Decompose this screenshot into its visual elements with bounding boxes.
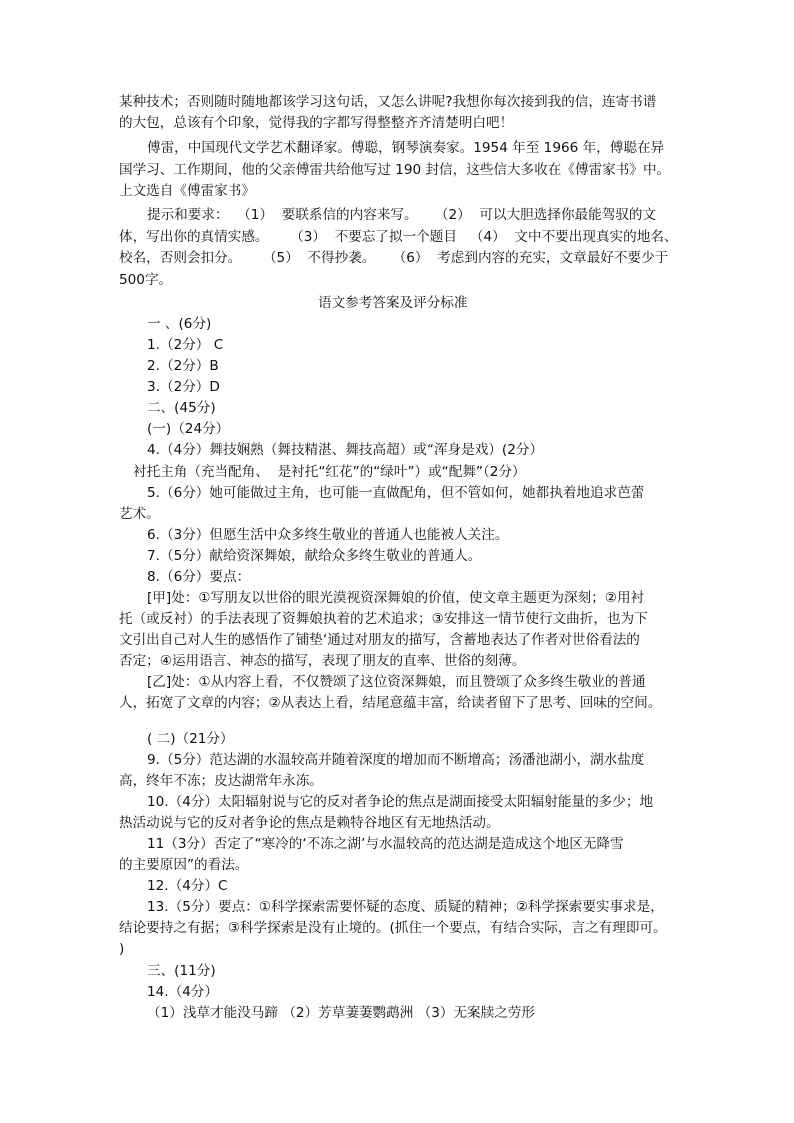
text-line: [乙]处：①从内容上看，不仅赞颂了这位资深舞娘，而且赞颂了众多终生敬业的普通 <box>147 674 646 690</box>
text-line: 6.（3分）但愿生活中众多终生敬业的普通人也能被人关注。 <box>147 527 509 543</box>
text-line: 一 、(6分) <box>147 316 212 332</box>
text-line: 高，终年不冻；皮达湖常年永冻。 <box>119 773 323 789</box>
text-line: 10.（4分）太阳辐射说与它的反对者争论的焦点是湖面接受太阳辐射能量的多少；地 <box>147 794 654 810</box>
text-line: 4.（4分）舞技娴熟（舞技精湛、舞技高超）或“浑身是戏）(2分） <box>147 442 544 458</box>
text-line: 1.（2分） C <box>147 337 224 353</box>
text-line: 艺术。 <box>119 506 160 522</box>
text-line: 500字。 <box>119 272 173 288</box>
text-line: 14.（4分） <box>147 984 219 1000</box>
text-line: 的主要原因”的看法。 <box>119 857 249 873</box>
text-line: 的大包，总该有个印象，觉得我的字都写得整整齐齐清楚明白吧！ <box>119 115 514 131</box>
section-title: 语文参考答案及评分标准 <box>318 295 468 311</box>
text-line: 13.（5分）要点：①科学探索需要怀疑的态度、质疑的精神；②科学探索要实事求是， <box>147 899 664 915</box>
text-line: 3.（2分）D <box>147 379 220 395</box>
text-line: 热活动说与它的反对者争论的焦点是赖特谷地区有无地热活动。 <box>119 815 500 831</box>
text-line: 文引出自己对人生的感悟作了铺垫‘通过对朋友的描写，含蓄地表达了作者对世俗看法的 <box>119 632 640 648</box>
text-line: 9.（5分）范达湖的水温较高并随着深度的增加而不断增高；汤潘池湖小，湖水盐度 <box>147 752 645 768</box>
text-line: 11（3分）否定了“寒冷的‘不冻之湖’与水温较高的范达湖是造成这个地区无降雪 <box>147 836 624 852</box>
text-line: 5.（6分）她可能做过主角，也可能一直做配角，但不管如何，她都执着地追求芭蕾 <box>147 485 645 501</box>
text-line: 7.（5分）献给资深舞娘，献给众多终生敬业的普通人。 <box>147 548 482 564</box>
text-line: （1）浅草才能没马蹄 （2）芳草萋萋鹦鹉洲 （3）无案牍之劳形 <box>147 1005 536 1021</box>
text-line: 国学习、工作期间，他的父亲傅雷共给他写过 190 封信，这些信大多收在《傅雷家书》中。 <box>119 162 671 178</box>
text-line: ( 二)（21分） <box>147 731 234 747</box>
text-line: 体，写出你的真情实感。 （3） 不要忘了拟一个题目 （4） 文中不要出现真实的地名、 <box>119 229 678 245</box>
text-line: [甲]处：①写朋友以世俗的眼光漠视资深舞娘的价值，使文章主题更为深刻；②用衬 <box>147 590 645 606</box>
text-line: 三、(11分) <box>147 963 216 979</box>
text-line: 2.（2分）B <box>147 358 219 374</box>
text-line: 上文选自《傅雷家书》 <box>119 183 255 199</box>
text-line: 衬托主角（充当配角、 是衬托“红花”的“绿叶”）或“配舞”（2分） <box>133 464 526 480</box>
text-line: 二、(45分) <box>147 400 216 416</box>
text-line: 托（或反衬）的手法表现了资舞娘执着的艺术追求；③安排这一情节使行文曲折，也为下 <box>119 611 648 627</box>
text-line: 傅雷，中国现代文学艺术翻译家。傅聪，钢琴演奏家。1954 年至 1966 年，傅聪在异 <box>147 140 665 156</box>
text-line: ) <box>119 941 125 957</box>
text-line: 校名，否则会扣分。 （5） 不得抄袭。 （6） 考虑到内容的充实，文章最好不要少于 <box>119 250 669 266</box>
text-line: 结论要持之有据；③科学探索是没有止境的。(抓住一个要点，有结合实际，言之有理即可。 <box>119 920 667 936</box>
text-line: 人，拓宽了文章的内容；②从表达上看，结尾意蕴丰富，给读者留下了思考、回味的空间。 <box>119 695 662 711</box>
text-line: 12.（4分）C <box>147 878 228 894</box>
text-line: 提示和要求： （1） 要联系信的内容来写。 （2） 可以大胆选择你最能驾驭的文 <box>147 207 657 223</box>
text-line: (一)（24分） <box>147 421 230 437</box>
text-line: 否定；④运用语言、神态的描写，表现了朋友的直率、世俗的刻薄。 <box>119 653 526 669</box>
text-line: 8.（6分）要点： <box>147 569 251 585</box>
text-line: 某种技术；否则随时随地都该学习这句话，又怎么讲呢?我想你每次接到我的信，连寄书谱 <box>119 94 657 110</box>
